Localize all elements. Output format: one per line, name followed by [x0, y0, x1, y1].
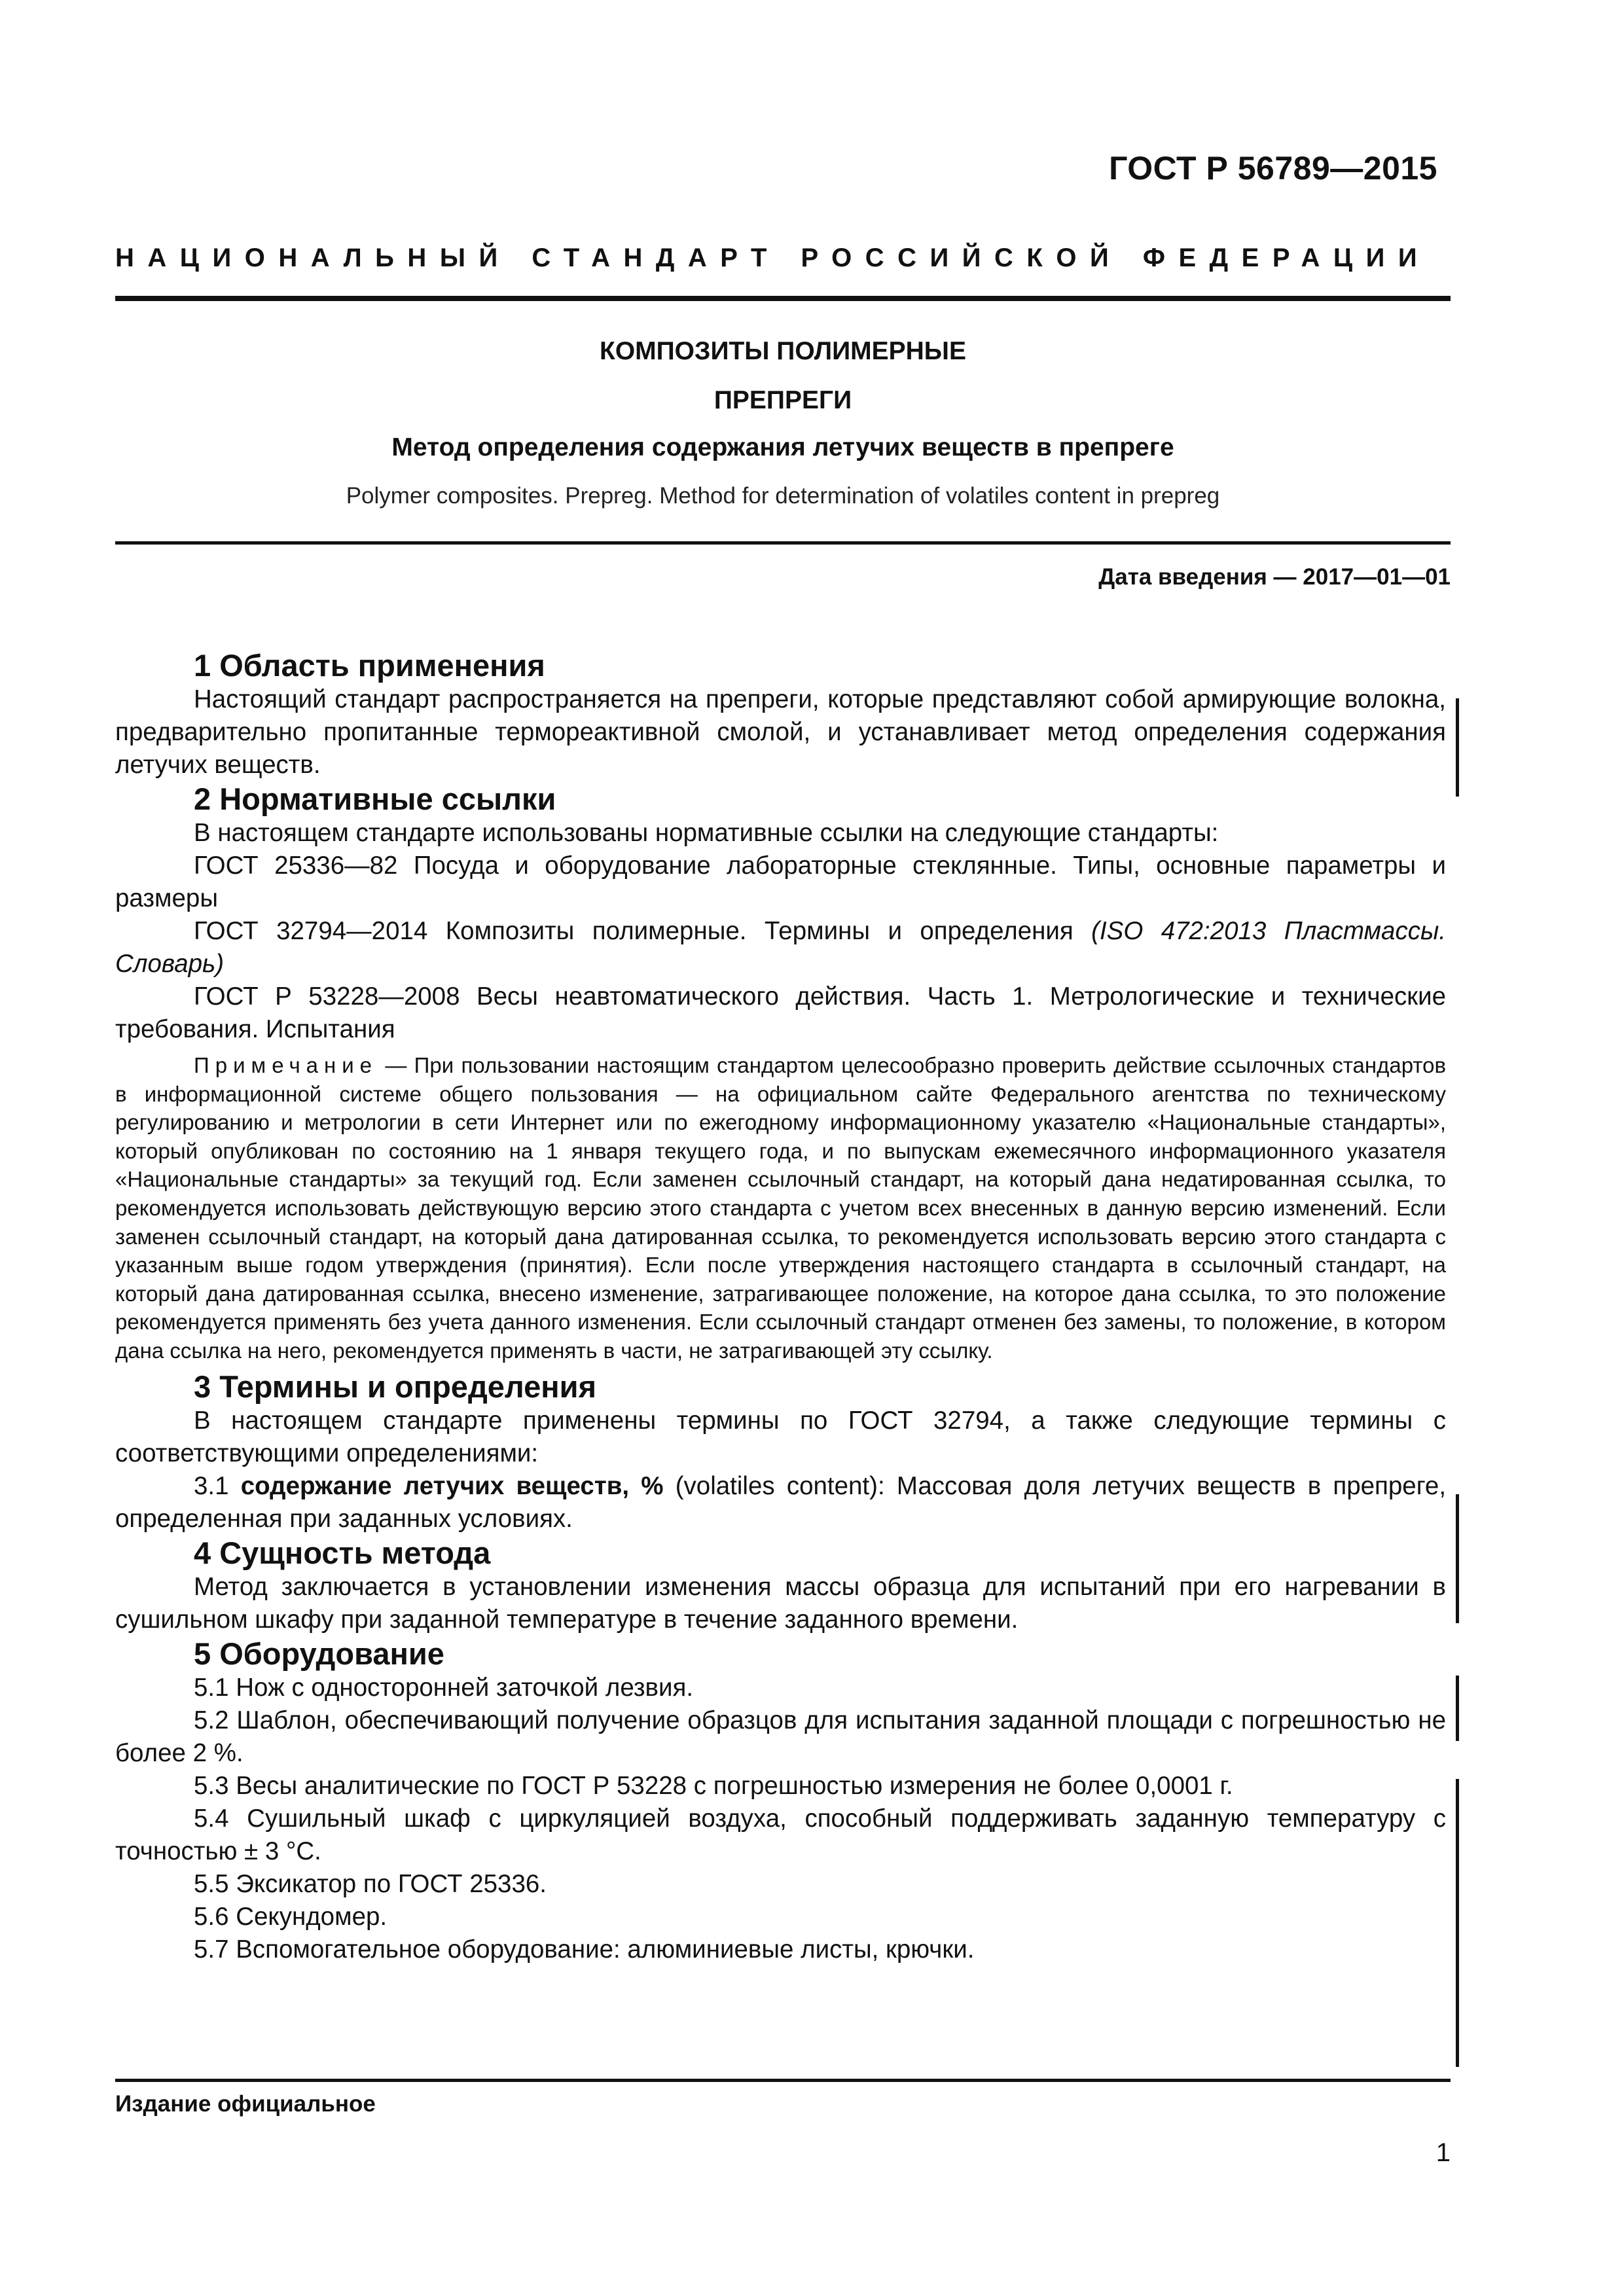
- paragraph: Настоящий стандарт распространяется на препреги, которые представляют собой армирующие волокна, предварительно пропитанные термореактивной смолой, и устанавливает метод определения содержания летучих веществ.: [115, 685, 1446, 779]
- title-line-1: КОМПОЗИТЫ ПОЛИМЕРНЫЕ: [600, 337, 966, 365]
- section-heading: 2 Нормативные ссылки: [194, 781, 556, 816]
- title-english: Polymer composites. Prepreg. Method for determination of volatiles content in prepreg: [346, 483, 1220, 509]
- reference-text: ГОСТ 32794—2014 Композиты полимерные. Термины и определения: [194, 917, 1074, 945]
- list-item: 5.6 Секундомер.: [194, 1902, 388, 1931]
- list-item: 5.3 Весы аналитические по ГОСТ Р 53228 с погрешностью измерения не более 0,0001 г.: [194, 1771, 1233, 1800]
- paragraph: ГОСТ Р 53228—2008 Весы неавтоматического действия. Часть 1. Метрологические и технические требования. Испытания: [115, 982, 1446, 1043]
- paragraph: [115, 1470, 1446, 1535]
- list-item: 5.7 Вспомогательное оборудование: алюминиевые листы, крючки.: [194, 1935, 975, 1964]
- intro-date: Дата введения — 2017—01—01: [1098, 564, 1451, 590]
- section-heading: 1 Область применения: [194, 648, 545, 683]
- term-number: 3.1: [194, 1471, 229, 1500]
- section-heading: 5 Оборудование: [194, 1636, 444, 1671]
- note-label: Примечание: [194, 1053, 378, 1077]
- change-bar: [1456, 1494, 1459, 1623]
- paragraph: [115, 915, 1446, 980]
- paragraph: В настоящем стандарте применены термины по ГОСТ 32794, а также следующие термины с соответствующими определениями:: [115, 1406, 1446, 1467]
- page-number: 1: [1435, 2138, 1451, 2167]
- change-bar: [1456, 698, 1459, 797]
- national-standard-header: НАЦИОНАЛЬНЫЙ СТАНДАРТ РОССИЙСКОЙ ФЕДЕРАЦИИ: [115, 243, 1431, 272]
- standard-id: ГОСТ Р 56789—2015: [1109, 150, 1437, 187]
- title-rule: [115, 541, 1451, 545]
- term-definition: (volatiles content): Массовая доля летучих веществ в препреге, определенная при заданных условиях.: [115, 1471, 1447, 1533]
- footer-rule: [115, 2079, 1451, 2082]
- term: содержание летучих веществ, %: [240, 1471, 664, 1500]
- paragraph: Метод заключается в установлении изменения массы образца для испытаний при его нагревании в сушильном шкафу при заданной температуре в течение заданного времени.: [115, 1572, 1446, 1634]
- list-item: 5.4 Сушильный шкаф с циркуляцией воздуха, способный поддерживать заданную температуру с точностью ± 3 °С.: [115, 1804, 1446, 1865]
- document-body: [115, 648, 1446, 1966]
- section-heading: 4 Сущность метода: [194, 1535, 491, 1570]
- list-item: 5.5 Эксикатор по ГОСТ 25336.: [194, 1869, 547, 1898]
- list-item: 5.2 Шаблон, обеспечивающий получение образцов для испытания заданной площади с погрешностью не более 2 %.: [115, 1706, 1446, 1767]
- title-line-3: Метод определения содержания летучих веществ в препреге: [391, 433, 1174, 461]
- change-bar: [1456, 1676, 1459, 1741]
- paragraph: В настоящем стандарте использованы нормативные ссылки на следующие стандарты:: [194, 819, 1219, 847]
- list-item: 5.1 Нож с односторонней заточкой лезвия.: [194, 1673, 694, 1702]
- reference-italic: (ISO 472:2013 Пластмассы. Словарь): [115, 917, 1446, 978]
- paragraph: ГОСТ 25336—82 Посуда и оборудование лабораторные стеклянные. Типы, основные параметры и размеры: [115, 852, 1446, 912]
- note: [115, 1051, 1446, 1365]
- header-rule: [115, 296, 1451, 301]
- title-line-2: ПРЕПРЕГИ: [713, 386, 852, 414]
- section-heading: 3 Термины и определения: [194, 1369, 596, 1404]
- note-text: — При пользовании настоящим стандартом целесообразно проверить действие ссылочных стандартов в информационной системе общего пользования — на официальном сайте Федерального агентства по техническому регулированию и метрологии в сети Интернет или по ежегодному информационному указателю «Национальные стандарты», который опубликован по состоянию на 1 января текущего года, и по выпускам ежемесячного информационного указателя «Национальные стандарты» за текущий год. Если заменен ссылочный стандарт, на который дана недатированная ссылка, то рекомендуется использовать действующую версию этого стандарта с учетом всех внесенных в данную версию изменений. Если заменен ссылочный стандарт, на который дана датированная ссылка, то рекомендуется использовать версию этого стандарта с указанным выше годом утверждения (принятия). Если после утверждения настоящего стандарта в ссылочный стандарт, на который дана датированная ссылка, внесено изменение, затрагивающее положение, на которое дана ссылка, то это положение рекомендуется применять без учета данного изменения. Если ссылочный стандарт отменен без замены, то положение, в котором дана ссылка на него, рекомендуется применять в части, не затрагивающей эту ссылку.: [115, 1053, 1446, 1363]
- edition-label: Издание официальное: [115, 2091, 376, 2117]
- change-bar: [1456, 1779, 1459, 2067]
